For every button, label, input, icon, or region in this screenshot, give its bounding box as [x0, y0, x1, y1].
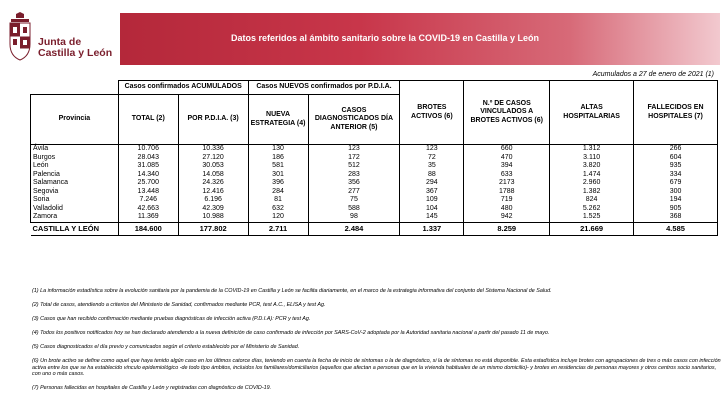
header-banner: [120, 13, 720, 65]
cell-pdia: 10.336: [178, 145, 248, 154]
cell-discharges: 824: [550, 196, 634, 205]
cell-province: CASTILLA Y LEÓN: [31, 222, 119, 235]
footnote: (3) Casos que han recibido confirmación mediante pruebas diagnósticas de infección activa (P.D.I.A): PCR y test Ag.: [32, 315, 311, 322]
cell-diag-prev: 277: [308, 188, 400, 197]
table-row: [31, 188, 718, 197]
table-row: [31, 179, 718, 188]
cell-discharges: 3.820: [550, 162, 634, 171]
footnote: (6) Un brote activo se define como aquel que haya tenido algún caso en los últimos catorce días, teniendo en cuenta la fecha de inicio de síntomas o la de diagnóstico, si la de síntomas no está disponible. Esta estadística incluye brotes con agrupaciones de tres o más casos con infección activa entre los que se ha establecido vínculo epidemiológico -de todo tipo ámbitos, incluidos los familiares/domiciliarios (aquellos que afectan a personas que en la vivienda habituales de un mismo domicilio)- y brotes en residencias de personas mayores y otros centros socio sanitarios, con uno o más casos.: [32, 357, 721, 378]
group-header-new: Casos NUEVOS confirmados por P.D.I.A.: [248, 81, 400, 95]
cell-outbreaks: 35: [400, 162, 464, 171]
cell-pdia: 10.988: [178, 213, 248, 222]
cell-total: 14.340: [118, 171, 178, 180]
cell-linked: 470: [464, 154, 550, 163]
cell-pdia: 27.120: [178, 154, 248, 163]
table-row: [31, 162, 718, 171]
table-row: [31, 205, 718, 214]
cell-diag-prev: 123: [308, 145, 400, 154]
cell-new-strategy: 396: [248, 179, 308, 188]
col-header-diag-prev: CASOS DIAGNOSTICADOS DÍA ANTERIOR (5): [308, 95, 400, 145]
cell-province: Segovia: [31, 188, 119, 197]
cell-total: 42.663: [118, 205, 178, 214]
cell-linked: 480: [464, 205, 550, 214]
cell-province: Soria: [31, 196, 119, 205]
cell-deaths: 194: [634, 196, 718, 205]
cell-province: Salamanca: [31, 179, 119, 188]
footnote: (5) Casos diagnosticados el día previo y comunicados según el criterio establecido por el Ministerio de Sanidad.: [32, 343, 300, 350]
logo-line-2: Castilla y León: [38, 47, 113, 59]
cell-new-strategy: 81: [248, 196, 308, 205]
col-header-linked: N.º DE CASOS VINCULADOS A BROTES ACTIVOS (6): [464, 81, 550, 145]
empty-header-cell: [31, 81, 119, 95]
cell-deaths: 300: [634, 188, 718, 197]
cell-total: 11.369: [118, 213, 178, 222]
cell-new-strategy: 130: [248, 145, 308, 154]
cell-diag-prev: 283: [308, 171, 400, 180]
logo-wordmark: [38, 37, 112, 59]
cell-outbreaks: 294: [400, 179, 464, 188]
cell-new-strategy: 284: [248, 188, 308, 197]
cell-pdia: 30.053: [178, 162, 248, 171]
cell-discharges: 5.262: [550, 205, 634, 214]
cell-new-strategy: 120: [248, 213, 308, 222]
footnote: (4) Todos los positivos notificados hoy se han declarado atendiendo a la nueva definición de caso confirmado de infección por SARS-CoV-2 adoptada por la Autoridad sanitaria nacional a partir del pasado 11 de mayo.: [32, 329, 550, 336]
cell-linked: 719: [464, 196, 550, 205]
cell-total: 184.600: [118, 222, 178, 235]
cell-outbreaks: 109: [400, 196, 464, 205]
cell-new-strategy: 632: [248, 205, 308, 214]
cell-deaths: 905: [634, 205, 718, 214]
cell-total: 7.246: [118, 196, 178, 205]
footnote: (1) La información estadística sobre la evolución sanitaria por la pandemia de la COVID-19 en Castilla y León se facilita diariamente, en el marco de la estrategia informativa del conjunto del Sistema Nacional de Salud.: [32, 288, 552, 294]
col-header-province: Provincia: [31, 95, 119, 145]
cell-outbreaks: 145: [400, 213, 464, 222]
cell-discharges: 2.960: [550, 179, 634, 188]
cell-discharges: 21.669: [550, 222, 634, 235]
cell-total: 25.700: [118, 179, 178, 188]
cell-outbreaks: 367: [400, 188, 464, 197]
cell-discharges: 1.382: [550, 188, 634, 197]
cell-province: León: [31, 162, 119, 171]
cell-deaths: 679: [634, 179, 718, 188]
footnote: (7) Personas fallecidas en hospitales de Castilla y León y registradas con diagnóstico de COVID-19.: [32, 384, 272, 391]
cell-pdia: 177.802: [178, 222, 248, 235]
cell-deaths: 604: [634, 154, 718, 163]
col-header-discharges: ALTAS HOSPITALARIAS: [550, 81, 634, 145]
footnote: (2) Total de casos, atendiendo a criterios del Ministerio de Sanidad, confirmados mediante PCR, test A.C., ELISA y test Ag.: [32, 301, 326, 308]
table-row: [31, 145, 718, 154]
table-row: [31, 171, 718, 180]
page-title: Datos referidos al ámbito sanitario sobre la COVID-19 en Castilla y León: [230, 33, 540, 43]
cell-new-strategy: 186: [248, 154, 308, 163]
cell-deaths: 935: [634, 162, 718, 171]
cell-outbreaks: 104: [400, 205, 464, 214]
cell-total: 28.043: [118, 154, 178, 163]
cell-discharges: 1.474: [550, 171, 634, 180]
cell-total: 10.706: [118, 145, 178, 154]
cell-linked: 8.259: [464, 222, 550, 235]
table-row: [31, 154, 718, 163]
col-header-total: TOTAL (2): [118, 95, 178, 145]
cell-pdia: 24.326: [178, 179, 248, 188]
cell-province: Zamora: [31, 213, 119, 222]
cell-pdia: 12.416: [178, 188, 248, 197]
cell-outbreaks: 72: [400, 154, 464, 163]
cell-diag-prev: 75: [308, 196, 400, 205]
col-header-deaths: FALLECIDOS EN HOSPITALES (7): [634, 81, 718, 145]
cell-total: 13.448: [118, 188, 178, 197]
table-row: [31, 213, 718, 222]
col-header-new-strategy: NUEVA ESTRATEGIA (4): [248, 95, 308, 145]
cell-pdia: 6.196: [178, 196, 248, 205]
col-header-pdia: POR P.D.I.A. (3): [178, 95, 248, 145]
cell-outbreaks: 88: [400, 171, 464, 180]
cell-new-strategy: 301: [248, 171, 308, 180]
cell-linked: 394: [464, 162, 550, 171]
cell-linked: 660: [464, 145, 550, 154]
cell-diag-prev: 588: [308, 205, 400, 214]
cell-discharges: 1.525: [550, 213, 634, 222]
cell-outbreaks: 123: [400, 145, 464, 154]
coat-of-arms-icon: [8, 12, 32, 62]
table-row: [31, 196, 718, 205]
cell-deaths: 266: [634, 145, 718, 154]
cell-linked: 942: [464, 213, 550, 222]
logo-line-1: Junta de: [38, 36, 82, 48]
cell-deaths: 334: [634, 171, 718, 180]
cell-diag-prev: 98: [308, 213, 400, 222]
cell-diag-prev: 356: [308, 179, 400, 188]
cell-linked: 1788: [464, 188, 550, 197]
accumulated-date-label: Acumulados a 27 de enero de 2021 (1): [592, 71, 714, 78]
cell-diag-prev: 2.484: [308, 222, 400, 235]
cell-province: Burgos: [31, 154, 119, 163]
cell-linked: 633: [464, 171, 550, 180]
junta-logo: [8, 12, 113, 64]
cell-new-strategy: 2.711: [248, 222, 308, 235]
col-header-outbreaks: BROTES ACTIVOS (6): [400, 81, 464, 145]
footnotes: [32, 288, 722, 399]
total-row: [31, 222, 718, 235]
cell-discharges: 3.110: [550, 154, 634, 163]
cell-total: 31.085: [118, 162, 178, 171]
cell-discharges: 1.312: [550, 145, 634, 154]
cell-deaths: 368: [634, 213, 718, 222]
group-header-accumulated: Casos confirmados ACUMULADOS: [118, 81, 248, 95]
covid-data-table: [30, 80, 718, 236]
cell-pdia: 14.058: [178, 171, 248, 180]
cell-new-strategy: 581: [248, 162, 308, 171]
cell-outbreaks: 1.337: [400, 222, 464, 235]
cell-province: Valladolid: [31, 205, 119, 214]
cell-province: Palencia: [31, 171, 119, 180]
cell-pdia: 42.309: [178, 205, 248, 214]
cell-diag-prev: 512: [308, 162, 400, 171]
cell-deaths: 4.585: [634, 222, 718, 235]
cell-linked: 2173: [464, 179, 550, 188]
cell-province: Ávila: [31, 145, 119, 154]
cell-diag-prev: 172: [308, 154, 400, 163]
